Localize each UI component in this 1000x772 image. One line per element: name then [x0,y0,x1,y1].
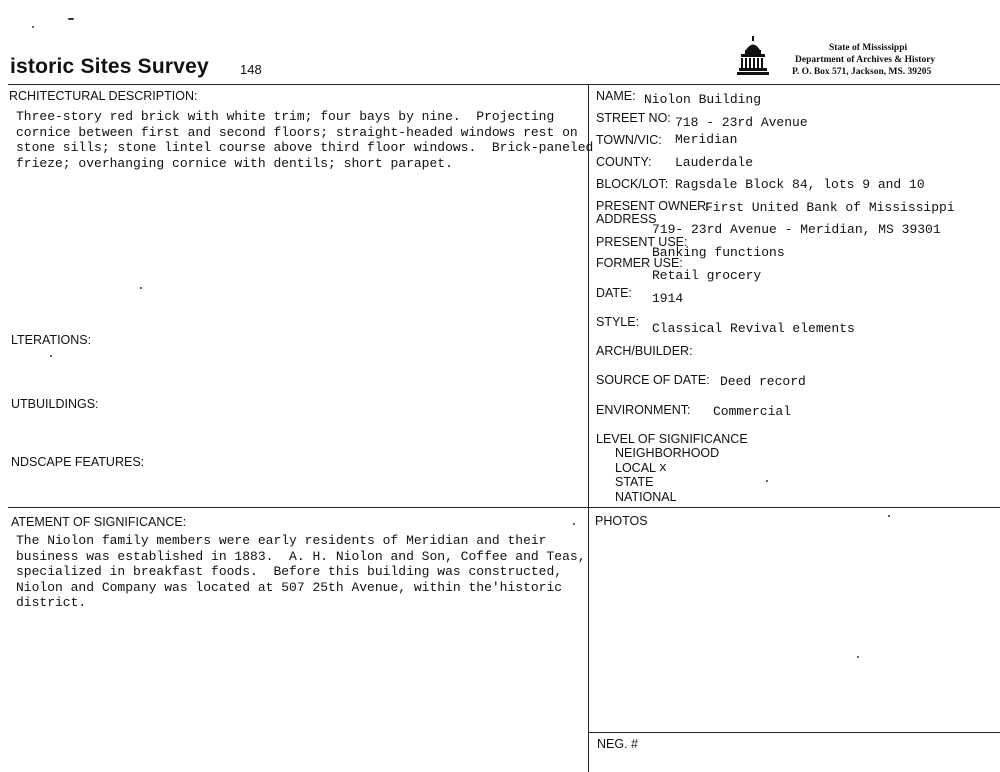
form-title: istoric Sites Survey [10,55,209,78]
scan-speck [766,480,768,482]
level-of-significance-label: LEVEL OF SIGNIFICANCE [596,432,748,446]
section-rule [8,507,1000,508]
environment-value: Commercial [713,404,792,419]
style-label: STYLE: [596,315,640,329]
environment-label: ENVIRONMENT: [596,403,691,417]
outbuildings-label: UTBUILDINGS: [11,397,99,411]
capitol-seal-icon [737,36,769,76]
survey-number: 148 [240,62,262,77]
alterations-label: LTERATIONS: [11,333,92,347]
level-state: STATE [615,475,654,489]
present-use-label: PRESENT USE: [596,235,688,249]
statement-of-significance-text: The Niolon family members were early residents of Meridian and their business was established in 1883. A. H. Niolon and Son, Coffee and Teas, specialized in breakfast foods. Before this building was constructed, Niolon and Company was located at 507 25th Avenue, within the'historic district. [16,533,586,610]
scan-speck [32,26,34,28]
name-value: Niolon Building [644,92,762,107]
former-use-value: Retail grocery [652,268,762,283]
neg-number-label: NEG. # [597,737,638,751]
address-value: 719- 23rd Avenue - Meridian, MS 39301 [652,222,941,237]
agency-line-1: State of Mississippi [829,43,908,53]
scan-speck [573,523,575,525]
town-value: Meridian [675,132,738,147]
landscape-features-label: NDSCAPE FEATURES: [11,455,145,469]
statement-of-significance-label: ATEMENT OF SIGNIFICANCE: [11,515,187,529]
scan-speck [140,287,142,289]
source-of-date-value: Deed record [720,374,806,389]
block-lot-label: BLOCK/LOT: [596,177,669,191]
town-label: TOWN/VIC: [596,133,662,147]
agency-line-2: Department of Archives & History [795,55,936,65]
scan-speck [888,515,890,517]
agency-line-3: P. O. Box 571, Jackson, MS. 39205 [792,67,932,77]
style-value: Classical Revival elements [652,321,855,336]
county-value: Lauderdale [675,155,754,170]
scan-speck [68,18,74,20]
scan-speck [857,656,859,658]
level-national: NATIONAL [615,490,677,504]
photos-label: PHOTOS [595,514,648,528]
source-of-date-label: SOURCE OF DATE: [596,373,710,387]
scan-speck [50,355,52,357]
present-use-value: Banking functions [652,245,785,260]
street-label: STREET NO: [596,111,671,125]
present-owner-label: PRESENT OWNER: [596,199,710,213]
level-local-mark: x [659,460,667,475]
date-value: 1914 [652,291,684,306]
arch-builder-label: ARCH/BUILDER: [596,344,693,358]
level-local: LOCAL [615,461,656,475]
former-use-label: FORMER USE: [596,256,683,270]
name-label: NAME: [596,89,636,103]
present-owner-value: First United Bank of Mississippi [705,200,955,215]
architectural-description-text: Three-story red brick with white trim; four bays by nine. Projecting cornice between first and second floors; straight-headed windows rest on stone sills; stone lintel course above third floor windows. Brick-paneled frieze; overhanging cornice with dentils; short parapet. [16,109,594,171]
column-divider [588,84,589,772]
street-value: 718 - 23rd Avenue [675,115,808,130]
date-label: DATE: [596,286,632,300]
county-label: COUNTY: [596,155,652,169]
address-label: ADDRESS [596,212,657,226]
block-lot-value: Ragsdale Block 84, lots 9 and 10 [675,177,925,192]
header-rule [8,84,1000,85]
architectural-description-label: RCHITECTURAL DESCRIPTION: [9,89,198,103]
level-neighborhood: NEIGHBORHOOD [615,446,720,460]
neg-rule [588,732,1000,733]
